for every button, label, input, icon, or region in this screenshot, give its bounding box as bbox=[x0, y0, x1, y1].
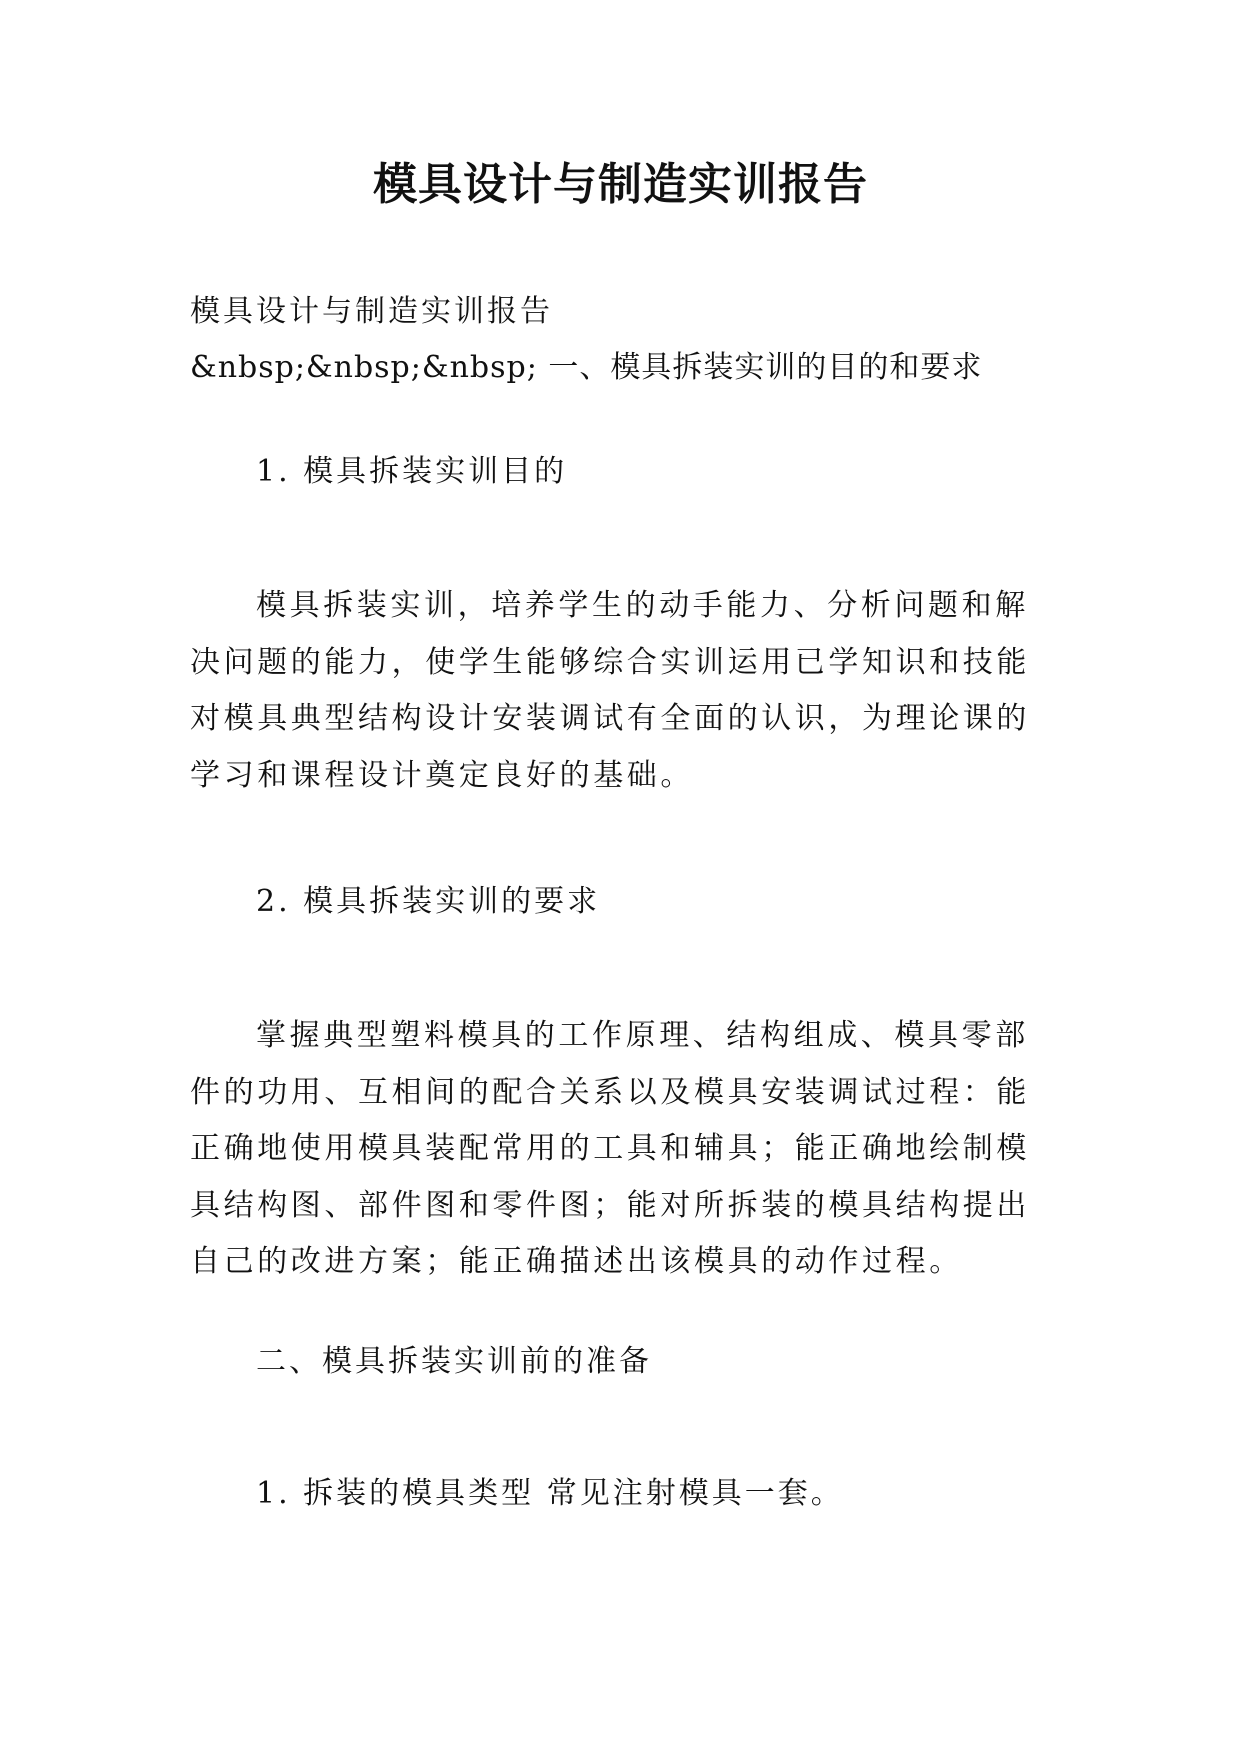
item-1-heading: 1. 模具拆装实训目的 bbox=[256, 454, 568, 489]
section-two-item-1: 1. 拆装的模具类型 常见注射模具一套。 bbox=[256, 1476, 844, 1511]
document-title: 模具设计与制造实训报告 bbox=[373, 159, 868, 210]
section-two-heading: 二、模具拆装实训前的准备 bbox=[256, 1344, 652, 1379]
item-2-heading: 2. 模具拆装实训的要求 bbox=[256, 884, 601, 919]
item-2-body: 掌握典型塑料模具的工作原理、结构组成、模具零部件的功用、互相间的配合关系以及模具安装调试过程：能正确地使用模具装配常用的工具和辅具；能正确地绘制模具结构图、部件图和零件图；能对所拆装的模具结构提出自己的改进方案；能正确描述出该模具的动作过程。 bbox=[190, 1018, 1030, 1279]
section-one-heading: &nbsp;&nbsp;&nbsp; 一、模具拆装实训的目的和要求 bbox=[190, 350, 983, 385]
document-subtitle: 模具设计与制造实训报告 bbox=[190, 294, 553, 329]
item-1-body: 模具拆装实训，培养学生的动手能力、分析问题和解决问题的能力，使学生能够综合实训运用已学知识和技能对模具典型结构设计安装调试有全面的认识，为理论课的学习和课程设计奠定良好的基础。 bbox=[190, 588, 1030, 793]
